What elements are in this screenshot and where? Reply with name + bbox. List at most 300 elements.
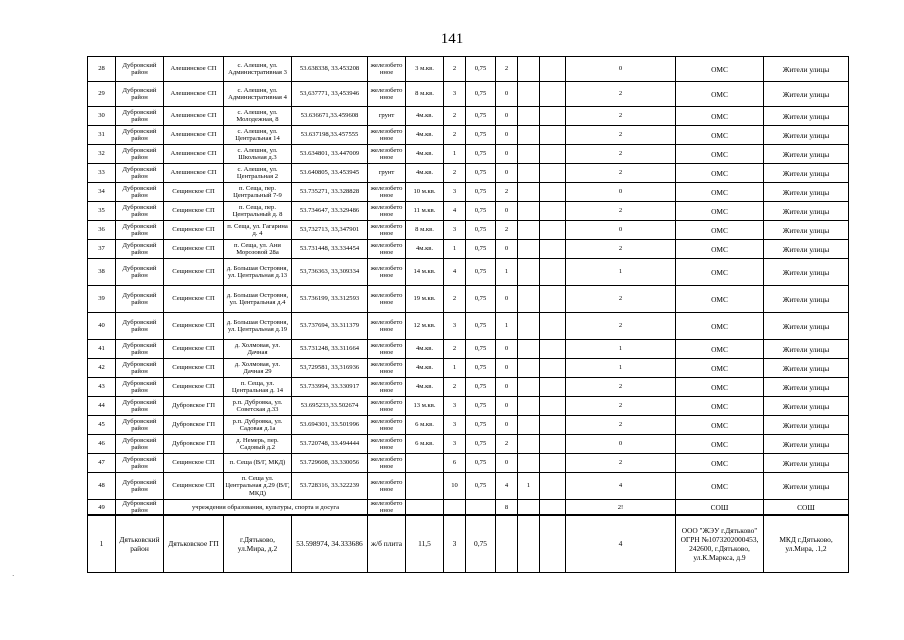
col12-cell: [540, 500, 566, 516]
count-cell: 3: [444, 183, 466, 202]
col13-cell: 2!: [566, 500, 676, 516]
coords-cell: 53.638338, 33.453208: [292, 57, 368, 82]
col12-cell: [540, 515, 566, 573]
table-row: [88, 378, 849, 397]
col12-cell: [540, 416, 566, 435]
coords-cell: 53,736363, 33,309334: [292, 259, 368, 286]
address-cell: п. Сеща, ул. Гагарина д. 4: [224, 221, 292, 240]
table-row: [88, 82, 849, 107]
owner-cell: ОМС: [676, 202, 764, 221]
row-number: 48: [88, 473, 116, 500]
col10-cell: [496, 515, 518, 573]
row-number: 31: [88, 126, 116, 145]
table-row: [88, 313, 849, 340]
col13-cell: 2: [566, 286, 676, 313]
coords-cell: 53.733994, 33.330917: [292, 378, 368, 397]
col12-cell: [540, 82, 566, 107]
col10-cell: 2: [496, 183, 518, 202]
surface-cell: железобетонное: [368, 183, 406, 202]
volume-cell: 0,75: [466, 145, 496, 164]
surface-cell: железобетонное: [368, 313, 406, 340]
district-cell: Дубровский район: [116, 183, 164, 202]
row-number: 39: [88, 286, 116, 313]
row-number: 45: [88, 416, 116, 435]
volume-cell: [466, 500, 496, 516]
volume-cell: 0,75: [466, 240, 496, 259]
col12-cell: [540, 340, 566, 359]
col11-cell: [518, 259, 540, 286]
count-cell: 3: [444, 435, 466, 454]
area-cell: 8 м.кв.: [406, 221, 444, 240]
col11-cell: [518, 286, 540, 313]
col10-cell: 2: [496, 435, 518, 454]
col10-cell: 0: [496, 202, 518, 221]
row-number: 38: [88, 259, 116, 286]
col10-cell: 0: [496, 454, 518, 473]
col13-cell: 4: [566, 473, 676, 500]
settlement-cell: Сещинское СП: [164, 221, 224, 240]
area-cell: 8 м.кв.: [406, 82, 444, 107]
coords-cell: 53.734647, 33.329486: [292, 202, 368, 221]
page-number: 141: [440, 31, 464, 47]
users-cell: Жители улицы: [764, 397, 849, 416]
table-row: [88, 145, 849, 164]
surface-cell: железобетонное: [368, 145, 406, 164]
col12-cell: [540, 221, 566, 240]
coords-cell: 53,637771, 33,453946: [292, 82, 368, 107]
table-row: [88, 454, 849, 473]
area-cell: 4м.кв.: [406, 107, 444, 126]
owner-cell: ОМС: [676, 164, 764, 183]
volume-cell: 0,75: [466, 397, 496, 416]
count-cell: 2: [444, 57, 466, 82]
col13-cell: 0: [566, 435, 676, 454]
col10-cell: 0: [496, 416, 518, 435]
table-row: [88, 435, 849, 454]
coords-cell: 53.728316, 33.322239: [292, 473, 368, 500]
address-cell: с. Алешня, ул. Молодежная, 8: [224, 107, 292, 126]
area-cell: 3 м.кв.: [406, 57, 444, 82]
count-cell: 3: [444, 416, 466, 435]
volume-cell: 0,75: [466, 221, 496, 240]
settlement-cell: Алешинское СП: [164, 57, 224, 82]
col13-cell: 2: [566, 397, 676, 416]
col12-cell: [540, 183, 566, 202]
address-cell: д. Немерь, пер. Садовый д.2: [224, 435, 292, 454]
row-number: 42: [88, 359, 116, 378]
col11-cell: [518, 500, 540, 516]
row-number: 32: [88, 145, 116, 164]
table-row: [88, 286, 849, 313]
owner-cell: ООО "ЖЭУ г.Дятьково" ОГРН №1073202000453, 242600, г.Дятьково, ул.К.Маркса, д.9: [676, 515, 764, 573]
owner-cell: ОМС: [676, 145, 764, 164]
row-number: 28: [88, 57, 116, 82]
district-cell: Дятьковский район: [116, 515, 164, 573]
row-number: 35: [88, 202, 116, 221]
owner-cell: СОШ: [676, 500, 764, 516]
volume-cell: 0,75: [466, 359, 496, 378]
surface-cell: железобетонное: [368, 416, 406, 435]
col10-cell: 0: [496, 164, 518, 183]
col10-cell: 4: [496, 473, 518, 500]
volume-cell: 0,75: [466, 107, 496, 126]
row-number: 44: [88, 397, 116, 416]
col13-cell: 1: [566, 340, 676, 359]
owner-cell: ОМС: [676, 473, 764, 500]
address-cell: п. Сеща, ул. Центральная д. 14: [224, 378, 292, 397]
table-row: [88, 57, 849, 82]
col11-cell: [518, 126, 540, 145]
volume-cell: 0,75: [466, 416, 496, 435]
col12-cell: [540, 286, 566, 313]
owner-cell: ОМС: [676, 183, 764, 202]
col10-cell: 2: [496, 57, 518, 82]
area-cell: 4м.кв.: [406, 164, 444, 183]
col11-cell: [518, 454, 540, 473]
col11-cell: [518, 107, 540, 126]
table-row: [88, 202, 849, 221]
area-cell: 14 м.кв.: [406, 259, 444, 286]
col10-cell: 0: [496, 145, 518, 164]
row-number: 30: [88, 107, 116, 126]
col10-cell: 0: [496, 397, 518, 416]
area-cell: 12 м.кв.: [406, 313, 444, 340]
col12-cell: [540, 202, 566, 221]
col11-cell: [518, 397, 540, 416]
table-row: [88, 515, 849, 573]
surface-cell: железобетонное: [368, 286, 406, 313]
col10-cell: 0: [496, 340, 518, 359]
col11-cell: [518, 221, 540, 240]
district-cell: Дубровский район: [116, 57, 164, 82]
count-cell: 1: [444, 359, 466, 378]
address-cell: с. Алешня, ул. Центральная 14: [224, 126, 292, 145]
table-row: [88, 500, 849, 516]
count-cell: 3: [444, 515, 466, 573]
col10-cell: 0: [496, 378, 518, 397]
owner-cell: ОМС: [676, 126, 764, 145]
surface-cell: грунт: [368, 164, 406, 183]
table-row: [88, 183, 849, 202]
row-number: 36: [88, 221, 116, 240]
users-cell: Жители улицы: [764, 340, 849, 359]
settlement-cell: Сещинское СП: [164, 454, 224, 473]
surface-cell: железобетонное: [368, 500, 406, 516]
area-cell: [406, 500, 444, 516]
row-number: 49: [88, 500, 116, 516]
col11-cell: [518, 202, 540, 221]
count-cell: 2: [444, 126, 466, 145]
row-number: 1: [88, 515, 116, 573]
col13-cell: 2: [566, 240, 676, 259]
count-cell: 3: [444, 82, 466, 107]
col12-cell: [540, 435, 566, 454]
district-cell: Дубровский район: [116, 126, 164, 145]
col12-cell: [540, 473, 566, 500]
count-cell: 3: [444, 313, 466, 340]
row-number: 33: [88, 164, 116, 183]
district-cell: Дубровский район: [116, 313, 164, 340]
coords-cell: 53.637198,33.457555: [292, 126, 368, 145]
col12-cell: [540, 164, 566, 183]
col13-cell: 1: [566, 359, 676, 378]
address-cell: р.п. Дубровка, ул. Садовая д.1а: [224, 416, 292, 435]
col10-cell: 0: [496, 359, 518, 378]
col12-cell: [540, 57, 566, 82]
district-cell: Дубровский район: [116, 378, 164, 397]
row-number: 43: [88, 378, 116, 397]
col13-cell: 2: [566, 145, 676, 164]
coords-cell: 53,729581, 33,316936: [292, 359, 368, 378]
address-cell: р.п. Дубровка, ул. Советская д.33: [224, 397, 292, 416]
users-cell: Жители улицы: [764, 145, 849, 164]
owner-cell: ОМС: [676, 435, 764, 454]
users-cell: Жители улицы: [764, 126, 849, 145]
settlement-cell: Сещинское СП: [164, 359, 224, 378]
volume-cell: 0,75: [466, 435, 496, 454]
volume-cell: 0,75: [466, 259, 496, 286]
settlement-cell: Дубровское ГП: [164, 435, 224, 454]
district-cell: Дубровский район: [116, 454, 164, 473]
users-cell: Жители улицы: [764, 164, 849, 183]
col11-cell: [518, 82, 540, 107]
col12-cell: [540, 145, 566, 164]
col12-cell: [540, 359, 566, 378]
count-cell: 2: [444, 107, 466, 126]
settlement-cell: Сещинское СП: [164, 313, 224, 340]
settlement-cell: Сещинское СП: [164, 473, 224, 500]
settlement-cell: Сещинское СП: [164, 259, 224, 286]
col10-cell: 0: [496, 286, 518, 313]
district-cell: Дубровский район: [116, 340, 164, 359]
users-cell: Жители улицы: [764, 202, 849, 221]
count-cell: [444, 500, 466, 516]
area-cell: 4м.кв.: [406, 145, 444, 164]
coords-cell: 53.694301, 33.501996: [292, 416, 368, 435]
table-row: [88, 340, 849, 359]
count-cell: 3: [444, 221, 466, 240]
users-cell: Жители улицы: [764, 313, 849, 340]
count-cell: 2: [444, 164, 466, 183]
address-cell: п. Сеща, пер. Центральный д. 8: [224, 202, 292, 221]
address-cell: п. Сеща (В/Г, МКД): [224, 454, 292, 473]
col11-cell: [518, 340, 540, 359]
owner-cell: ОМС: [676, 259, 764, 286]
users-cell: Жители улицы: [764, 416, 849, 435]
col10-cell: 0: [496, 82, 518, 107]
area-cell: 13 м.кв.: [406, 397, 444, 416]
volume-cell: 0,75: [466, 57, 496, 82]
district-cell: Дубровский район: [116, 164, 164, 183]
margin-mark: ·: [12, 572, 15, 580]
col13-cell: 2: [566, 164, 676, 183]
settlement-cell: Сещинское СП: [164, 378, 224, 397]
settlement-cell: Алешинское СП: [164, 82, 224, 107]
count-cell: 2: [444, 286, 466, 313]
district-cell: Дубровский район: [116, 416, 164, 435]
surface-cell: железобетонное: [368, 240, 406, 259]
area-cell: 4м.кв.: [406, 240, 444, 259]
users-cell: Жители улицы: [764, 473, 849, 500]
register-table-dyatkovo: [87, 514, 849, 573]
owner-cell: ОМС: [676, 378, 764, 397]
area-cell: 6 м.кв.: [406, 435, 444, 454]
coords-cell: 53.634801, 33.447009: [292, 145, 368, 164]
table-row: [88, 221, 849, 240]
district-cell: Дубровский район: [116, 202, 164, 221]
surface-cell: железобетонное: [368, 57, 406, 82]
settlement-cell: Дубровское ГП: [164, 416, 224, 435]
volume-cell: 0,75: [466, 126, 496, 145]
address-cell: п. Сеща, ул. Ани Морозовой 28а: [224, 240, 292, 259]
surface-cell: железобетонное: [368, 126, 406, 145]
count-cell: 2: [444, 378, 466, 397]
count-cell: 1: [444, 145, 466, 164]
col11-cell: [518, 240, 540, 259]
users-cell: Жители улицы: [764, 107, 849, 126]
users-cell: Жители улицы: [764, 183, 849, 202]
address-cell: п. Сеща ул. Центральная д.29 (В/Г, МКД): [224, 473, 292, 500]
district-cell: Дубровский район: [116, 240, 164, 259]
owner-cell: ОМС: [676, 397, 764, 416]
settlement-cell: Алешинское СП: [164, 107, 224, 126]
col13-cell: 2: [566, 107, 676, 126]
surface-cell: железобетонное: [368, 259, 406, 286]
owner-cell: ОМС: [676, 286, 764, 313]
owner-cell: ОМС: [676, 416, 764, 435]
table-row: [88, 259, 849, 286]
col13-cell: 2: [566, 202, 676, 221]
row-number: 47: [88, 454, 116, 473]
count-cell: 6: [444, 454, 466, 473]
coords-cell: 53.729608, 33.330056: [292, 454, 368, 473]
col11-cell: [518, 164, 540, 183]
col12-cell: [540, 454, 566, 473]
col13-cell: 2: [566, 416, 676, 435]
surface-cell: железобетонное: [368, 221, 406, 240]
address-cell: с. Алешня, ул. Административная 4: [224, 82, 292, 107]
col12-cell: [540, 313, 566, 340]
users-cell: Жители улицы: [764, 435, 849, 454]
settlement-cell: Алешинское СП: [164, 145, 224, 164]
area-cell: 4м.кв.: [406, 359, 444, 378]
col13-cell: 2: [566, 313, 676, 340]
district-cell: Дубровский район: [116, 473, 164, 500]
settlement-cell: Алешинское СП: [164, 126, 224, 145]
coords-cell: 53.640805, 33.453945: [292, 164, 368, 183]
users-cell: Жители улицы: [764, 286, 849, 313]
table-row: [88, 107, 849, 126]
table-row: [88, 359, 849, 378]
register-body: [88, 57, 849, 516]
count-cell: 2: [444, 340, 466, 359]
address-cell: д. Большая Островня, ул. Центральная д.19: [224, 313, 292, 340]
owner-cell: ОМС: [676, 340, 764, 359]
col11-cell: [518, 313, 540, 340]
register-table: [87, 56, 849, 516]
col10-cell: 2: [496, 221, 518, 240]
users-cell: Жители улицы: [764, 359, 849, 378]
table-row: [88, 416, 849, 435]
col11-cell: [518, 145, 540, 164]
address-cell: д. Холмовая, ул. Дачная 29: [224, 359, 292, 378]
col11-cell: [518, 57, 540, 82]
owner-cell: ОМС: [676, 359, 764, 378]
description-cell: учреждения образования, культуры, спорта и досуга: [164, 500, 368, 516]
col10-cell: 8: [496, 500, 518, 516]
col12-cell: [540, 259, 566, 286]
col10-cell: 0: [496, 107, 518, 126]
address-cell: д. Большая Островня, ул. Центральная д.13: [224, 259, 292, 286]
address-cell: д. Холмовая, ул. Дачная: [224, 340, 292, 359]
volume-cell: 0,75: [466, 82, 496, 107]
table-row: [88, 126, 849, 145]
surface-cell: грунт: [368, 107, 406, 126]
surface-cell: железобетонное: [368, 340, 406, 359]
coords-cell: 53.731448, 33.334454: [292, 240, 368, 259]
area-cell: 4м.кв.: [406, 378, 444, 397]
settlement-cell: Сещинское СП: [164, 240, 224, 259]
table-row: [88, 473, 849, 500]
district-cell: Дубровский район: [116, 221, 164, 240]
owner-cell: ОМС: [676, 313, 764, 340]
settlement-cell: Сещинское СП: [164, 340, 224, 359]
district-cell: Дубровский район: [116, 359, 164, 378]
col13-cell: 0: [566, 221, 676, 240]
row-number: 41: [88, 340, 116, 359]
surface-cell: железобетонное: [368, 435, 406, 454]
area-cell: [406, 454, 444, 473]
settlement-cell: Дубровское ГП: [164, 397, 224, 416]
col10-cell: 0: [496, 240, 518, 259]
col10-cell: 0: [496, 126, 518, 145]
col11-cell: [518, 183, 540, 202]
row-number: 34: [88, 183, 116, 202]
col13-cell: 2: [566, 126, 676, 145]
row-number: 46: [88, 435, 116, 454]
users-cell: Жители улицы: [764, 221, 849, 240]
col12-cell: [540, 240, 566, 259]
count-cell: 10: [444, 473, 466, 500]
volume-cell: 0,75: [466, 202, 496, 221]
users-cell: Жители улицы: [764, 82, 849, 107]
table-row: [88, 240, 849, 259]
owner-cell: ОМС: [676, 107, 764, 126]
row-number: 37: [88, 240, 116, 259]
count-cell: 3: [444, 397, 466, 416]
coords-cell: 53.735271, 33.328828: [292, 183, 368, 202]
address-cell: с. Алешня, ул. Административная 3: [224, 57, 292, 82]
volume-cell: 0,75: [466, 286, 496, 313]
surface-cell: железобетонное: [368, 82, 406, 107]
coords-cell: 53,732713, 33,347901: [292, 221, 368, 240]
users-cell: МКД г.Дятьково, ул.Мира, .1,2: [764, 515, 849, 573]
district-cell: Дубровский район: [116, 286, 164, 313]
col11-cell: [518, 416, 540, 435]
users-cell: СОШ: [764, 500, 849, 516]
volume-cell: 0,75: [466, 378, 496, 397]
coords-cell: 53.736199, 33.312593: [292, 286, 368, 313]
volume-cell: 0,75: [466, 340, 496, 359]
address-cell: д. Большая Островня, ул. Центральная д.4: [224, 286, 292, 313]
address-cell: г.Дятьково, ул.Мира, д.2: [224, 515, 292, 573]
area-cell: 11 м.кв.: [406, 202, 444, 221]
users-cell: Жители улицы: [764, 454, 849, 473]
owner-cell: ОМС: [676, 221, 764, 240]
district-cell: Дубровский район: [116, 145, 164, 164]
surface-cell: железобетонное: [368, 359, 406, 378]
col13-cell: 0: [566, 183, 676, 202]
